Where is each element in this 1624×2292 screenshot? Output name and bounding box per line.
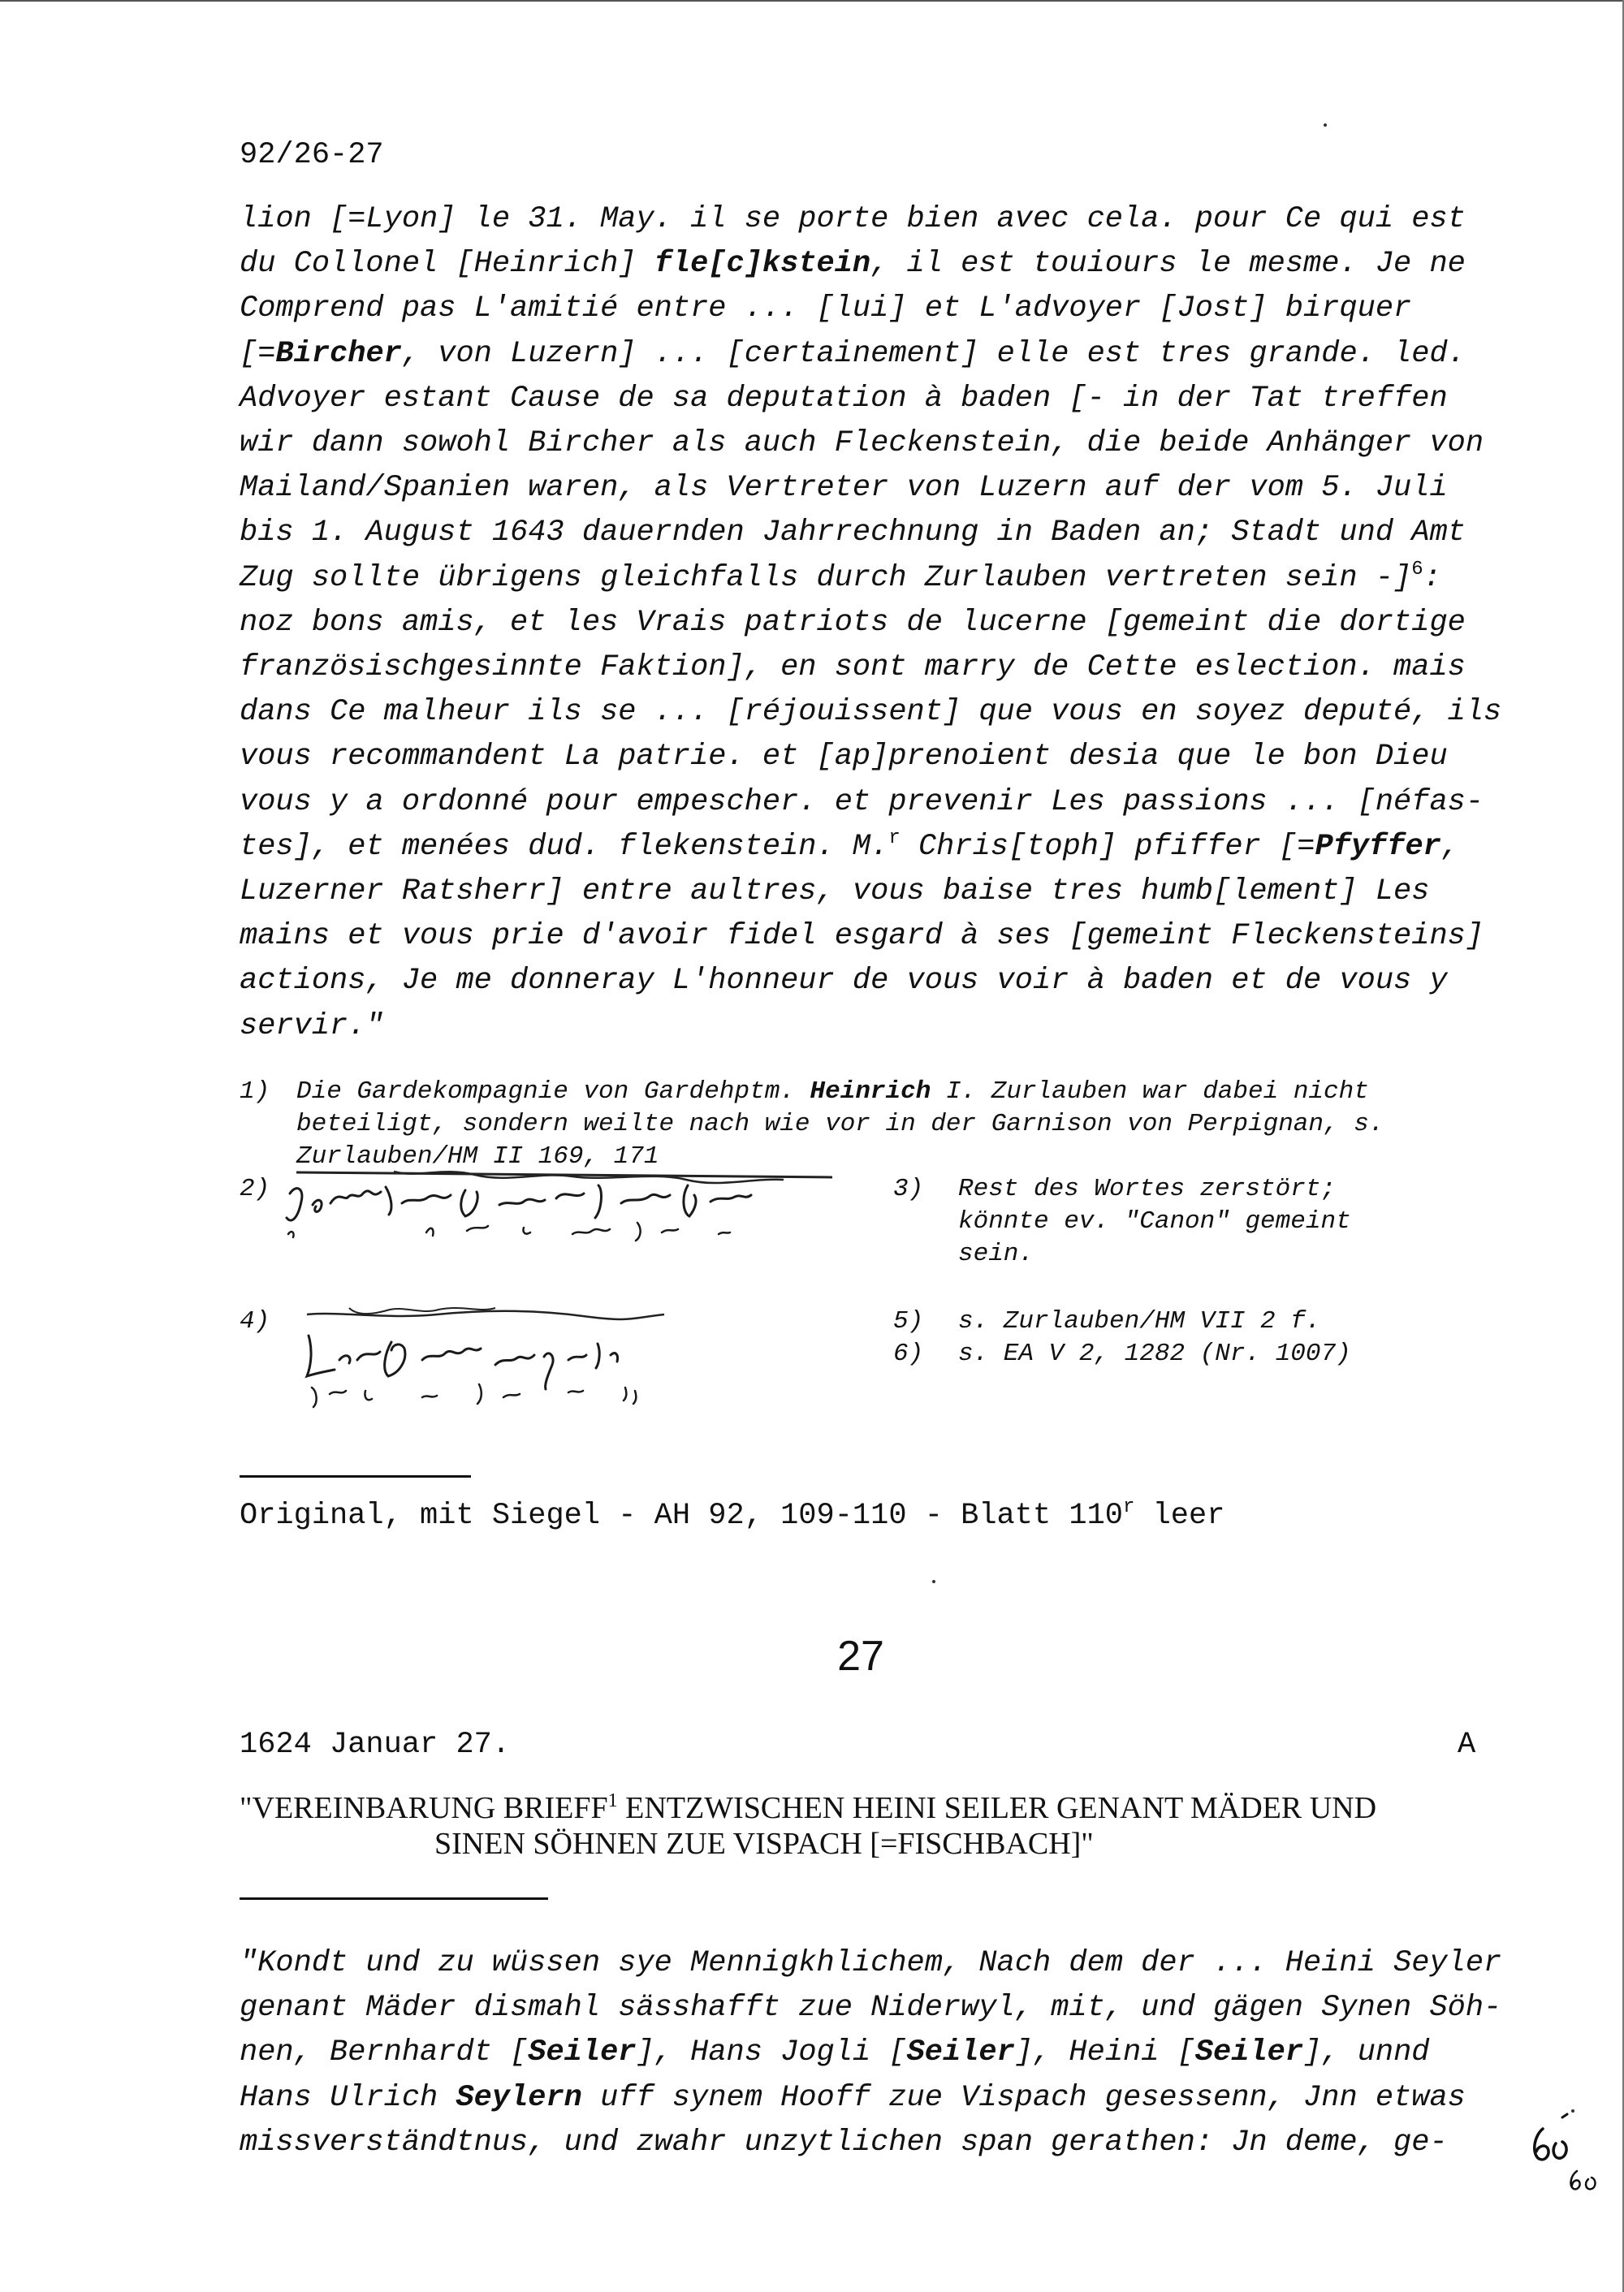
text-line: lion [=Lyon] le 31. May. il se porte bien avec cela. pour Ce qui est <box>240 202 1466 236</box>
footnote-number: 6) <box>893 1340 924 1368</box>
text-line: actions, Je me donneray L'honneur de vous voir à baden et de vous y <box>240 964 1448 999</box>
text-line: nen, Bernhardt [Seiler], Hans Jogli [Seiler], Heini [Seiler], unnd <box>240 2035 1430 2070</box>
footnote-number: 5) <box>893 1307 924 1336</box>
text-line: tes], et menées dud. flekenstein. M.$^r$ Chris[toph] pfiffer [=Pfyffer, <box>240 827 1460 864</box>
text-line: vous y a ordonné pour empescher. et prevenir Les passions ... [néfas- <box>240 784 1484 819</box>
document-letter-mark: A <box>1458 1728 1476 1762</box>
footnote-6: 6) s. EA V 2, 1282 (Nr. 1007) <box>893 1338 1462 1370</box>
svg-text:60: 60 <box>1528 2197 1531 2199</box>
text-line: Mailand/Spanien waren, als Vertreter von Luzern auf der vom 5. Juli <box>240 471 1448 506</box>
handwritten-page-number <box>1528 2111 1618 2200</box>
text-line: "Kondt und zu wüssen sye Mennigkhlichem, Nach dem der ... Heini Seyler <box>240 1946 1502 1980</box>
text-line: genant Mäder dismahl sässhafft zue Niderwyl, mit, und gägen Synen Söh- <box>240 1991 1502 2026</box>
speck <box>1324 123 1327 127</box>
text-line: französischgesinnte Faktion], en sont marry de Cette eslection. mais <box>240 650 1466 685</box>
footnote-4-number: 4) <box>240 1307 270 1336</box>
document-number: 27 <box>837 1633 884 1680</box>
document-text <box>240 1941 1506 2165</box>
footnote-number: 3) <box>893 1175 924 1203</box>
text-line: Zug sollte übrigens gleichfalls durch Zurlauben vertreten sein -]$^6$: <box>240 558 1441 595</box>
manuscript-scan-footnote-4 <box>300 1303 674 1413</box>
document-title: "VEREINBARUNG BRIEFF$^1$ ENTZWISCHEN HEINI SEILER GENANT MÄDER UND SINEN SÖHNEN ZUE VISPACH [=FISCHBACH]" <box>240 1790 1377 1861</box>
text-line: vous recommandent La patrie. et [ap]prenoient desia que le bon Dieu <box>240 740 1448 775</box>
text-line: missverständtnus, und zwahr unzytlichen span gerathen: Jn deme, ge- <box>240 2125 1448 2160</box>
text-line: dans Ce malheur ils se ... [réjouissent] que vous en soyez deputé, ils <box>240 695 1502 730</box>
text-line: noz bons amis, et les Vrais patriots de lucerne [gemeint die dortige <box>240 605 1466 640</box>
speck <box>932 1580 935 1583</box>
text-line: wir dann sowohl Bircher als auch Fleckenstein, die beide Anhänger von <box>240 426 1484 461</box>
footnote-5: 5) s. Zurlauben/HM VII 2 f. <box>893 1306 1462 1338</box>
text-line: Luzerner Ratsherr] entre aultres, vous baise tres humb[lement] Les <box>240 874 1430 909</box>
text-line: Advoyer estant Cause de sa deputation à baden [- in der Tat treffen <box>240 381 1448 416</box>
text-line: servir." <box>240 1008 384 1043</box>
manuscript-scan-footnote-2 <box>280 1169 849 1244</box>
separator-rule <box>240 1897 548 1900</box>
footnote-2-number: 2) <box>240 1175 270 1203</box>
text-line: bis 1. August 1643 dauernden Jahrrechnung in Baden an; Stadt und Amt <box>240 516 1466 550</box>
text-line: Hans Ulrich Seylern uff synem Hooff zue Vispach gesessenn, Jnn etwas <box>240 2080 1466 2115</box>
footnote-number: 1) <box>240 1077 270 1106</box>
text-line: Comprend pas L'amitié entre ... [lui] et L'advoyer [Jost] birquer <box>240 291 1412 326</box>
text-line: du Collonel [Heinrich] fle[c]kstein, il est touiours le mesme. Je ne <box>240 247 1466 282</box>
page-edge-top <box>0 0 1624 2</box>
footnote-3: 3) Rest des Wortes zerstört; könnte ev. "Canon" gemeint sein. <box>893 1175 1351 1268</box>
text-line: mains et vous prie d'avoir fidel esgard à ses [gemeint Fleckensteins] <box>240 919 1484 954</box>
text-line: [=Bircher, von Luzern] ... [certainement] elle est tres grande. led. <box>240 336 1466 371</box>
separator-rule <box>240 1475 471 1478</box>
speck <box>1571 2109 1574 2113</box>
letter-text <box>240 197 1506 1049</box>
footnote-1: 1) Die Gardekompagnie von Gardehptm. Heinrich I. Zurlauben war dabei nicht beteiligt, sondern weilte nach wie vor in der Garnison von Perpignan, s. Zurlauben/HM II 169, 171 <box>240 1077 1384 1171</box>
document-date: 1624 Januar 27. <box>240 1728 511 1762</box>
source-line: Original, mit Siegel - AH 92, 109-110 - Blatt 110$^r$ leer <box>240 1496 1225 1533</box>
reference-number: 92/26-27 <box>240 138 384 172</box>
